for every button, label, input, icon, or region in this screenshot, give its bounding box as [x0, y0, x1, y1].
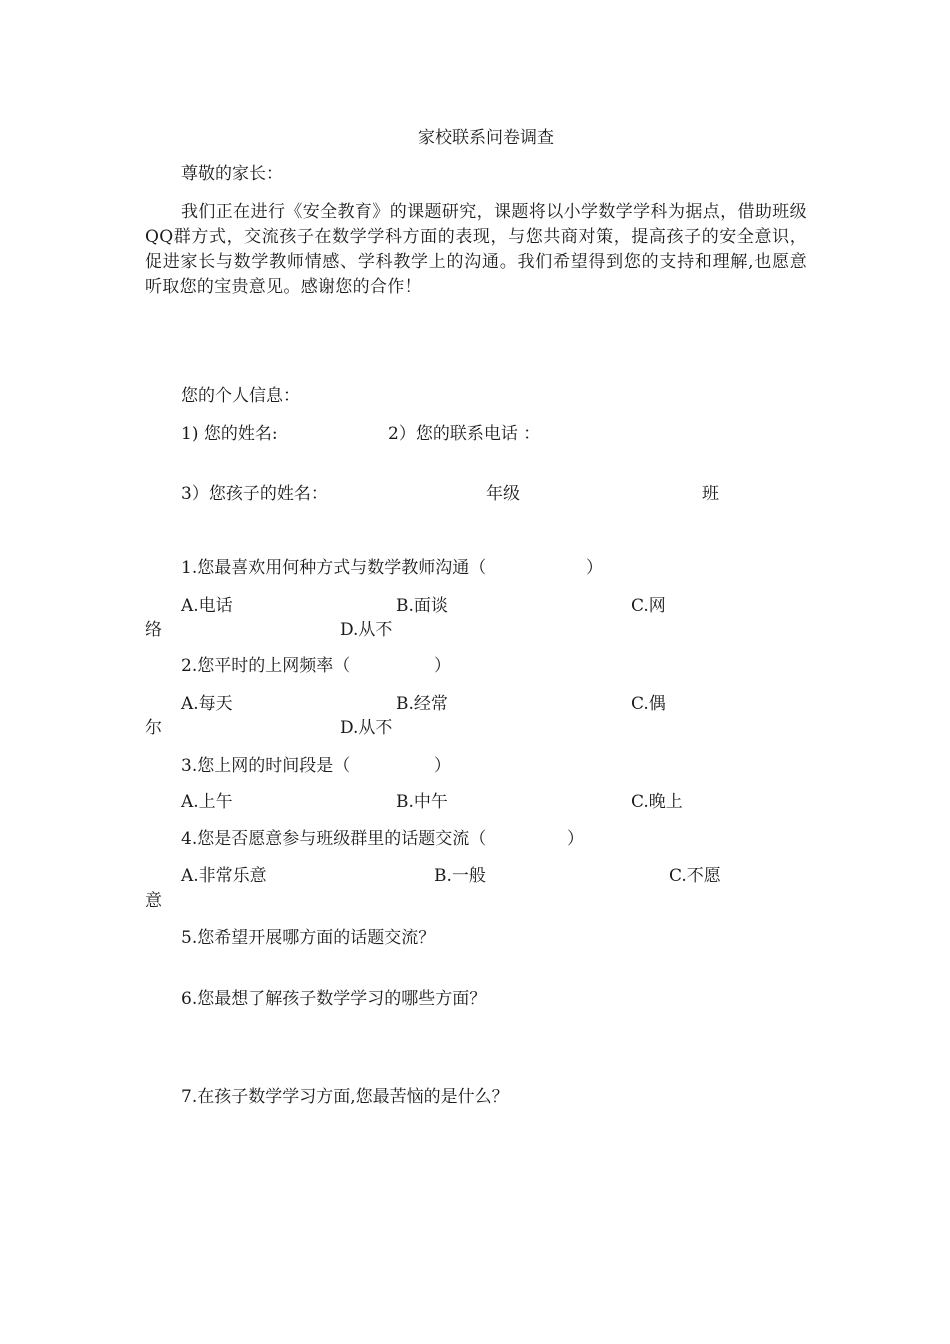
- question-2: 2.您平时的上网频率（: [181, 656, 351, 676]
- q1-option-b: B.面谈: [396, 596, 448, 616]
- question-4-close: ）: [567, 829, 584, 849]
- q1-option-d: D.从不: [340, 620, 393, 640]
- question-6: 6.您最想了解孩子数学学习的哪些方面？: [181, 989, 487, 1009]
- page-title: 家校联系问卷调查: [418, 128, 554, 148]
- q2-option-a: A.每天: [181, 694, 233, 714]
- q1-option-a: A.电话: [181, 596, 233, 616]
- q2-option-d: D.从不: [340, 718, 393, 738]
- question-1: 1.您最喜欢用何种方式与数学教师沟通（: [181, 558, 487, 578]
- q2-option-c-wrap: 尔: [145, 718, 162, 738]
- intro-paragraph: 我们正在进行《安全教育》的课题研究，课题将以小学数学学科为据点，借助班级QQ群方式，交流孩子在数学学科方面的表现，与您共商对策，提高孩子的安全意识，促进家长与数学教师情感、学科教学上的沟通。我们希望得到您的支持和理解,也愿意听取您的宝贵意见。感谢您的合作！: [145, 202, 807, 297]
- question-3-close: ）: [434, 756, 451, 776]
- q2-option-b: B.经常: [396, 694, 448, 714]
- question-5: 5.您希望开展哪方面的话题交流？: [181, 928, 436, 948]
- question-3: 3.您上网的时间段是（: [181, 756, 351, 776]
- name-label: 1) 您的姓名:: [181, 424, 278, 444]
- question-4: 4.您是否愿意参与班级群里的话题交流（: [181, 829, 487, 849]
- q1-option-c-wrap: 络: [145, 620, 162, 640]
- question-1-close: ）: [586, 558, 603, 578]
- phone-label: 2）您的联系电话 ：: [388, 424, 541, 444]
- grade-label: 年级: [486, 484, 520, 504]
- q3-option-c: C.晚上: [631, 792, 683, 812]
- q4-option-b: B.一般: [434, 866, 486, 886]
- q1-option-c: C.网: [631, 596, 666, 616]
- question-7: 7.在孩子数学学习方面,您最苦恼的是什么？: [181, 1087, 509, 1107]
- q4-option-c: C.不愿: [669, 866, 721, 886]
- personal-info-heading: 您的个人信息：: [181, 386, 300, 406]
- question-2-close: ）: [434, 656, 451, 676]
- q3-option-a: A.上午: [181, 792, 233, 812]
- q2-option-c: C.偶: [631, 694, 666, 714]
- class-label: 班: [702, 484, 719, 504]
- greeting: 尊敬的家长：: [181, 164, 283, 184]
- q4-option-c-wrap: 意: [145, 891, 162, 911]
- child-name-label: 3）您孩子的姓名：: [181, 484, 328, 504]
- q3-option-b: B.中午: [396, 792, 448, 812]
- q4-option-a: A.非常乐意: [181, 866, 267, 886]
